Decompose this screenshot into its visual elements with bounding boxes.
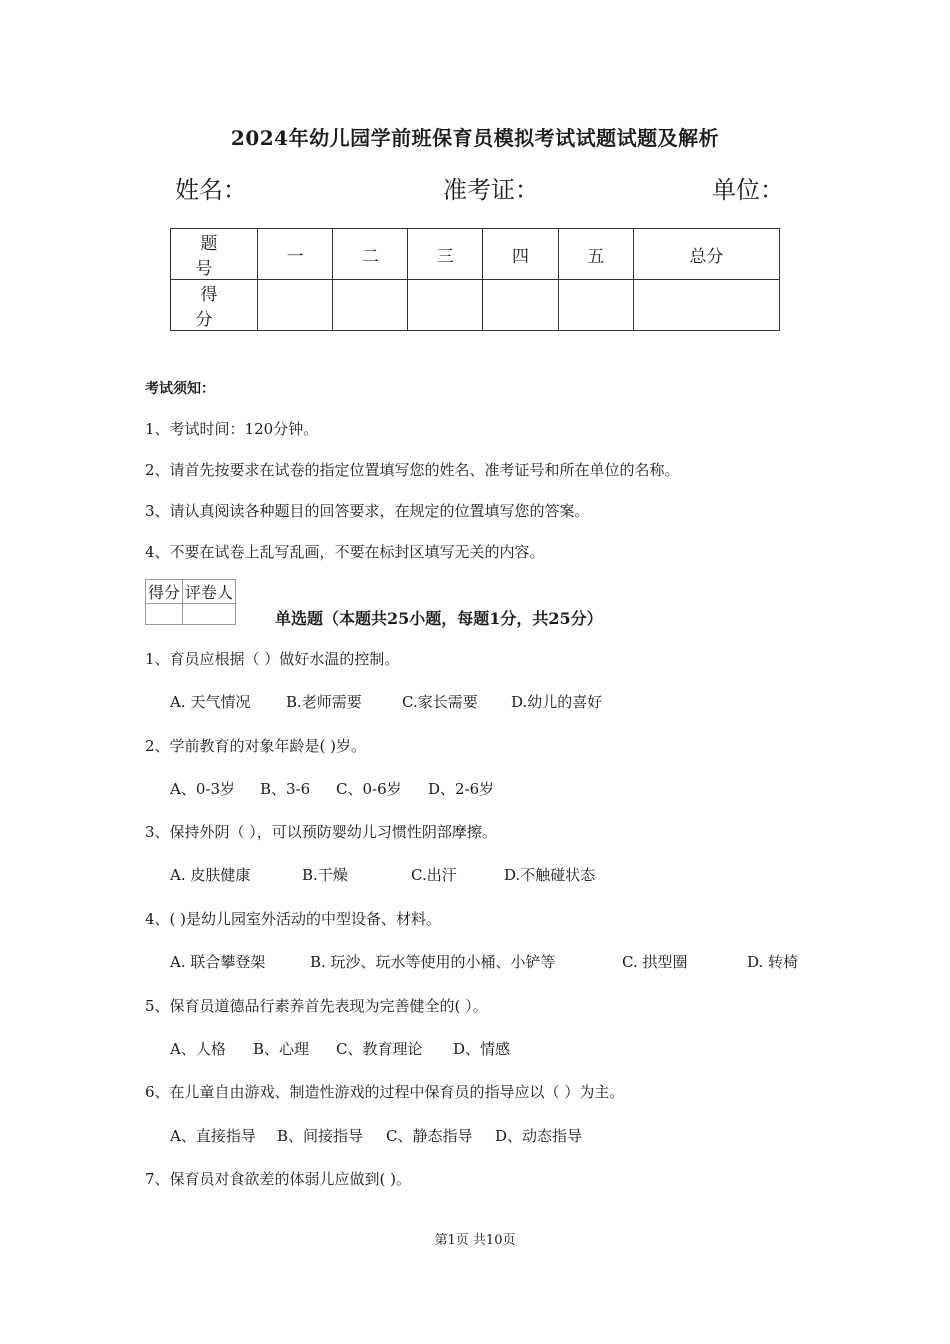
option-d: D、情感 xyxy=(453,1040,511,1058)
section-5-header: 五 xyxy=(558,229,633,280)
option-c: C.出汗 xyxy=(411,866,457,884)
option-c: C. 拱型圈 xyxy=(622,953,688,971)
score-cell[interactable] xyxy=(483,280,558,331)
option-d: D、动态指导 xyxy=(495,1127,583,1145)
page-footer: 第1页 共10页 xyxy=(434,1233,516,1248)
question-number-header: 题 号 xyxy=(171,229,258,280)
option-a: A、0-3岁 xyxy=(170,780,235,798)
option-d: D、2-6岁 xyxy=(428,780,495,798)
question-text: 6、在儿童自由游戏、制造性游戏的过程中保育员的指导应以（ ）为主。 xyxy=(145,1083,625,1101)
score-row-label: 得 分 xyxy=(171,280,258,331)
option-b: B.老师需要 xyxy=(286,693,362,711)
notice-title: 考试须知： xyxy=(145,381,215,397)
page-title: 2024年幼儿园学前班保育员模拟考试试题试题及解析 xyxy=(230,126,720,150)
section-3-header: 三 xyxy=(408,229,483,280)
grader-score-cell[interactable] xyxy=(146,604,183,625)
option-a: A. 联合攀登架 xyxy=(170,953,266,971)
score-table-header-row xyxy=(171,229,780,280)
option-b: B、间接指导 xyxy=(277,1127,364,1145)
question-text: 5、保育员道德品行素养首先表现为完善健全的( ）。 xyxy=(145,997,488,1015)
option-d: D.幼儿的喜好 xyxy=(511,693,603,711)
option-c: C.家长需要 xyxy=(402,693,478,711)
option-b: B.干燥 xyxy=(302,866,348,884)
exam-id-label: 准考证： xyxy=(443,176,539,204)
score-table-score-row xyxy=(171,280,780,331)
option-d: D. 转椅 xyxy=(747,953,799,971)
grader-reviewer-cell[interactable] xyxy=(183,604,236,625)
score-table xyxy=(170,228,780,331)
question-text: 4、( )是幼儿园室外活动的中型设备、材料。 xyxy=(145,910,442,928)
question-text: 3、保持外阴（ ），可以预防婴幼儿习惯性阴部摩擦。 xyxy=(145,823,497,841)
total-score-header: 总分 xyxy=(633,229,779,280)
name-label: 姓名： xyxy=(175,176,247,204)
notice-item: 3、请认真阅读各种题目的回答要求，在规定的位置填写您的答案。 xyxy=(145,502,590,520)
score-cell[interactable] xyxy=(558,280,633,331)
option-a: A. 天气情况 xyxy=(170,693,251,711)
score-cell[interactable] xyxy=(333,280,408,331)
question-text: 2、学前教育的对象年龄是( )岁。 xyxy=(145,737,367,755)
option-b: B、心理 xyxy=(253,1040,310,1058)
grader-reviewer-label: 评卷人 xyxy=(183,580,236,604)
option-a: A. 皮肤健康 xyxy=(170,866,251,884)
score-cell[interactable] xyxy=(633,280,779,331)
notice-item: 4、不要在试卷上乱写乱画，不要在标封区填写无关的内容。 xyxy=(145,543,545,561)
notice-item: 2、请首先按要求在试卷的指定位置填写您的姓名、准考证号和所在单位的名称。 xyxy=(145,461,680,479)
option-c: C、0-6岁 xyxy=(336,780,402,798)
option-b: B、3-6 xyxy=(260,780,311,798)
score-cell[interactable] xyxy=(258,280,333,331)
grader-score-label: 得分 xyxy=(146,580,183,604)
question-text: 1、育员应根据（ ）做好水温的控制。 xyxy=(145,650,400,668)
option-a: A、人格 xyxy=(170,1040,226,1058)
option-c: C、静态指导 xyxy=(386,1127,473,1145)
unit-label: 单位： xyxy=(712,176,784,204)
notice-item: 1、考试时间：120分钟。 xyxy=(145,420,319,438)
section-2-header: 二 xyxy=(333,229,408,280)
option-b: B. 玩沙、玩水等使用的小桶、小铲等 xyxy=(310,953,556,971)
option-a: A、直接指导 xyxy=(170,1127,256,1145)
option-d: D.不触碰状态 xyxy=(504,866,596,884)
grader-box xyxy=(145,579,236,625)
section-title: 单选题（本题共25小题，每题1分，共25分） xyxy=(275,609,603,628)
section-1-header: 一 xyxy=(258,229,333,280)
section-4-header: 四 xyxy=(483,229,558,280)
option-c: C、教育理论 xyxy=(336,1040,423,1058)
score-cell[interactable] xyxy=(408,280,483,331)
question-text: 7、保育员对食欲差的体弱儿应做到( )。 xyxy=(145,1170,412,1188)
